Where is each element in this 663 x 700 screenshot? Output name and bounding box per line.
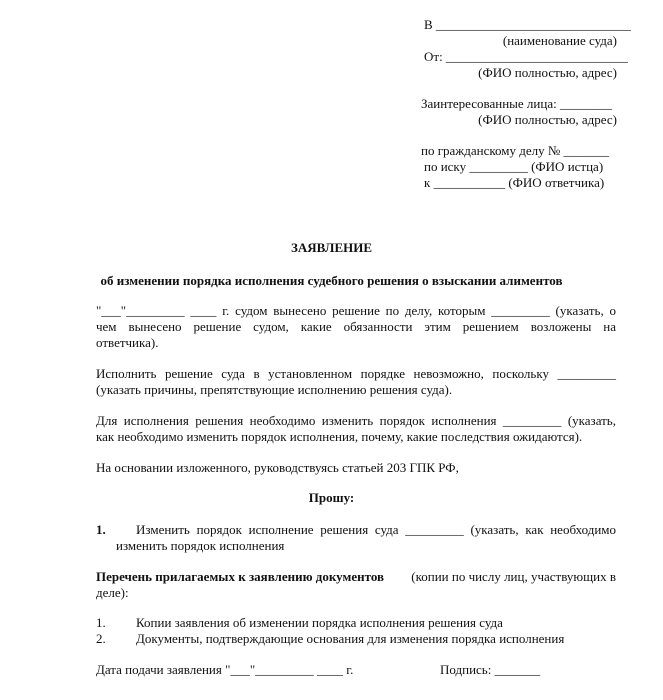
header-interested-line: Заинтересованные лица: ________ xyxy=(421,96,612,111)
attachments-heading-bold: Перечень прилагаемых к заявлению документов xyxy=(96,569,385,584)
paragraph-2-line-2: (указать причины, препятствующие исполнению решения суда). xyxy=(96,382,453,397)
footer-date-line: Дата подачи заявления "___"_________ ____ г. xyxy=(96,662,354,677)
attachment-item-2-number: 2. xyxy=(96,631,106,646)
header-from-line: От: ____________________________ xyxy=(424,49,628,64)
request-item-line-1: Изменить порядок исполнение решения суда _________ (указать, как необходимо xyxy=(136,522,616,537)
paragraph-1-line-2: чем вынесено решение судом, какие обязанности этим решением возложены на xyxy=(96,319,616,334)
paragraph-4: На основании изложенного, руководствуясь статьей 203 ГПК РФ, xyxy=(96,460,459,475)
attachments-heading-line-2: деле): xyxy=(96,585,129,600)
header-plaintiff-line: по иску _________ (ФИО истца) xyxy=(424,159,604,174)
header-interested-caption: (ФИО полностью, адрес) xyxy=(478,112,617,127)
attachment-item-1-text: Копии заявления об изменении порядка исполнения решения суда xyxy=(136,615,503,630)
header-defendant-line: к ___________ (ФИО ответчика) xyxy=(424,175,605,190)
document-subtitle: об изменении порядка исполнения судебного решения о взыскании алиментов xyxy=(100,273,563,288)
paragraph-2-line-1: Исполнить решение суда в установленном порядке невозможно, поскольку _________ xyxy=(96,366,616,381)
attachments-heading xyxy=(96,569,616,585)
attachment-item-2-text: Документы, подтверждающие основания для изменения порядка исполнения xyxy=(136,631,565,646)
paragraph-3-line-2: как необходимо изменить порядок исполнения, почему, какие последствия ожидаются). xyxy=(96,429,583,444)
header-court-caption: (наименование суда) xyxy=(502,33,617,48)
request-heading: Прошу: xyxy=(308,490,355,505)
header-from-caption: (ФИО полностью, адрес) xyxy=(478,65,617,80)
paragraph-1-line-3: ответчика). xyxy=(96,335,159,350)
paragraph-3-line-1: Для исполнения решения необходимо изменить порядок исполнения _________ (указать, xyxy=(96,413,616,428)
request-item-number: 1. xyxy=(96,522,106,537)
request-item-line-2: изменить порядок исполнения xyxy=(116,538,285,553)
paragraph-1-line-1: "___"_________ ____ г. судом вынесено решение по делу, которым _________ (указать, о xyxy=(96,303,616,318)
attachment-item-1-number: 1. xyxy=(96,615,106,630)
header-case-line: по гражданскому делу № _______ xyxy=(421,143,610,158)
document-title: ЗАЯВЛЕНИЕ xyxy=(290,240,373,255)
attachments-heading-rest: (копии по числу лиц, участвующих в xyxy=(411,569,616,584)
header-to-line: В ______________________________ xyxy=(424,17,631,32)
footer-signature-line: Подпись: _______ xyxy=(440,662,541,677)
